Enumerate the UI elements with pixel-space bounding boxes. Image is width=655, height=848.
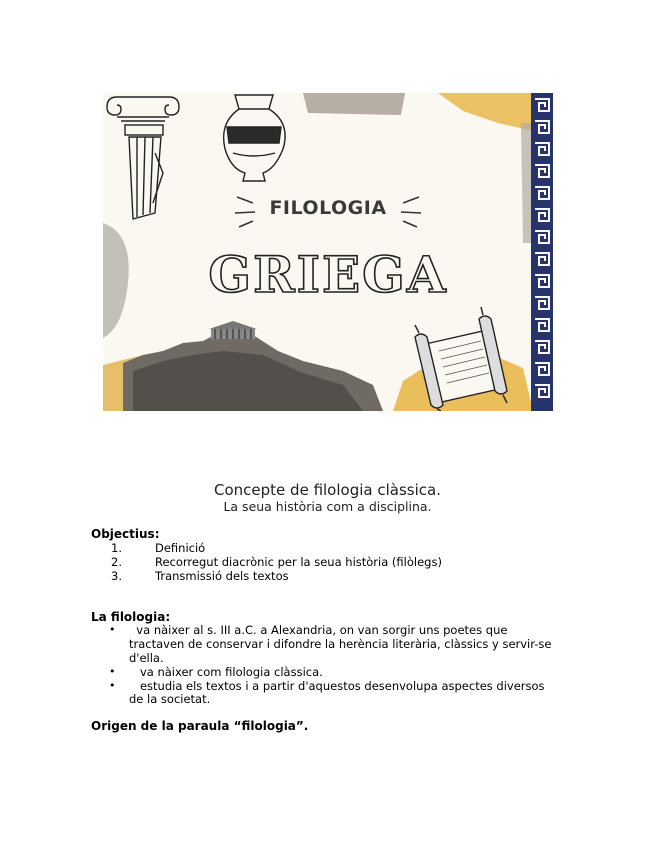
- origin-heading: Origen de la paraula “filologia”.: [91, 719, 309, 733]
- objectives-heading: Objectius:: [91, 527, 160, 541]
- list-item-text: Definició: [155, 541, 206, 555]
- bullet-symbol: •: [109, 623, 116, 636]
- bullet-text-line: va nàixer al s. III a.C. a Alexandria, on van sorgir uns poetes que: [129, 623, 508, 637]
- list-item-text: Recorregut diacrònic per la seua història (filòlegs): [155, 555, 442, 569]
- list-item-text: Transmissió dels textos: [155, 569, 289, 583]
- bullet-symbol: •: [109, 679, 116, 692]
- bullet-text-line: estudia els textos i a partir d'aquestos desenvolupa aspectes diversos: [129, 679, 545, 693]
- cover-image: [103, 93, 553, 411]
- cover-word-filologia: FILOLOGIA: [269, 197, 387, 219]
- bullet-text-line: d'ella.: [129, 651, 164, 665]
- document-title: Concepte de filologia clàssica.: [214, 481, 441, 499]
- list-item-number: 3.: [111, 569, 122, 583]
- philology-heading: La filologia:: [91, 610, 171, 624]
- bullet-text-line: va nàixer com filologia clàssica.: [129, 665, 323, 679]
- grey-marble-top: [303, 93, 405, 115]
- cover-word-griega: GRIEGA: [208, 245, 448, 304]
- acropolis-icon: [123, 321, 383, 411]
- gold-marble-top-right: [438, 93, 533, 131]
- bullet-text-line: tractaven de conservar i difondre la herència literària, clàssics y servir-se: [129, 637, 552, 651]
- document-subtitle: La seua història com a disciplina.: [223, 499, 432, 514]
- greek-vase-icon: [224, 95, 286, 181]
- bullet-text-line: de la societat.: [129, 692, 211, 706]
- bullet-symbol: •: [109, 665, 116, 678]
- list-item-number: 2.: [111, 555, 122, 569]
- list-item-number: 1.: [111, 541, 122, 555]
